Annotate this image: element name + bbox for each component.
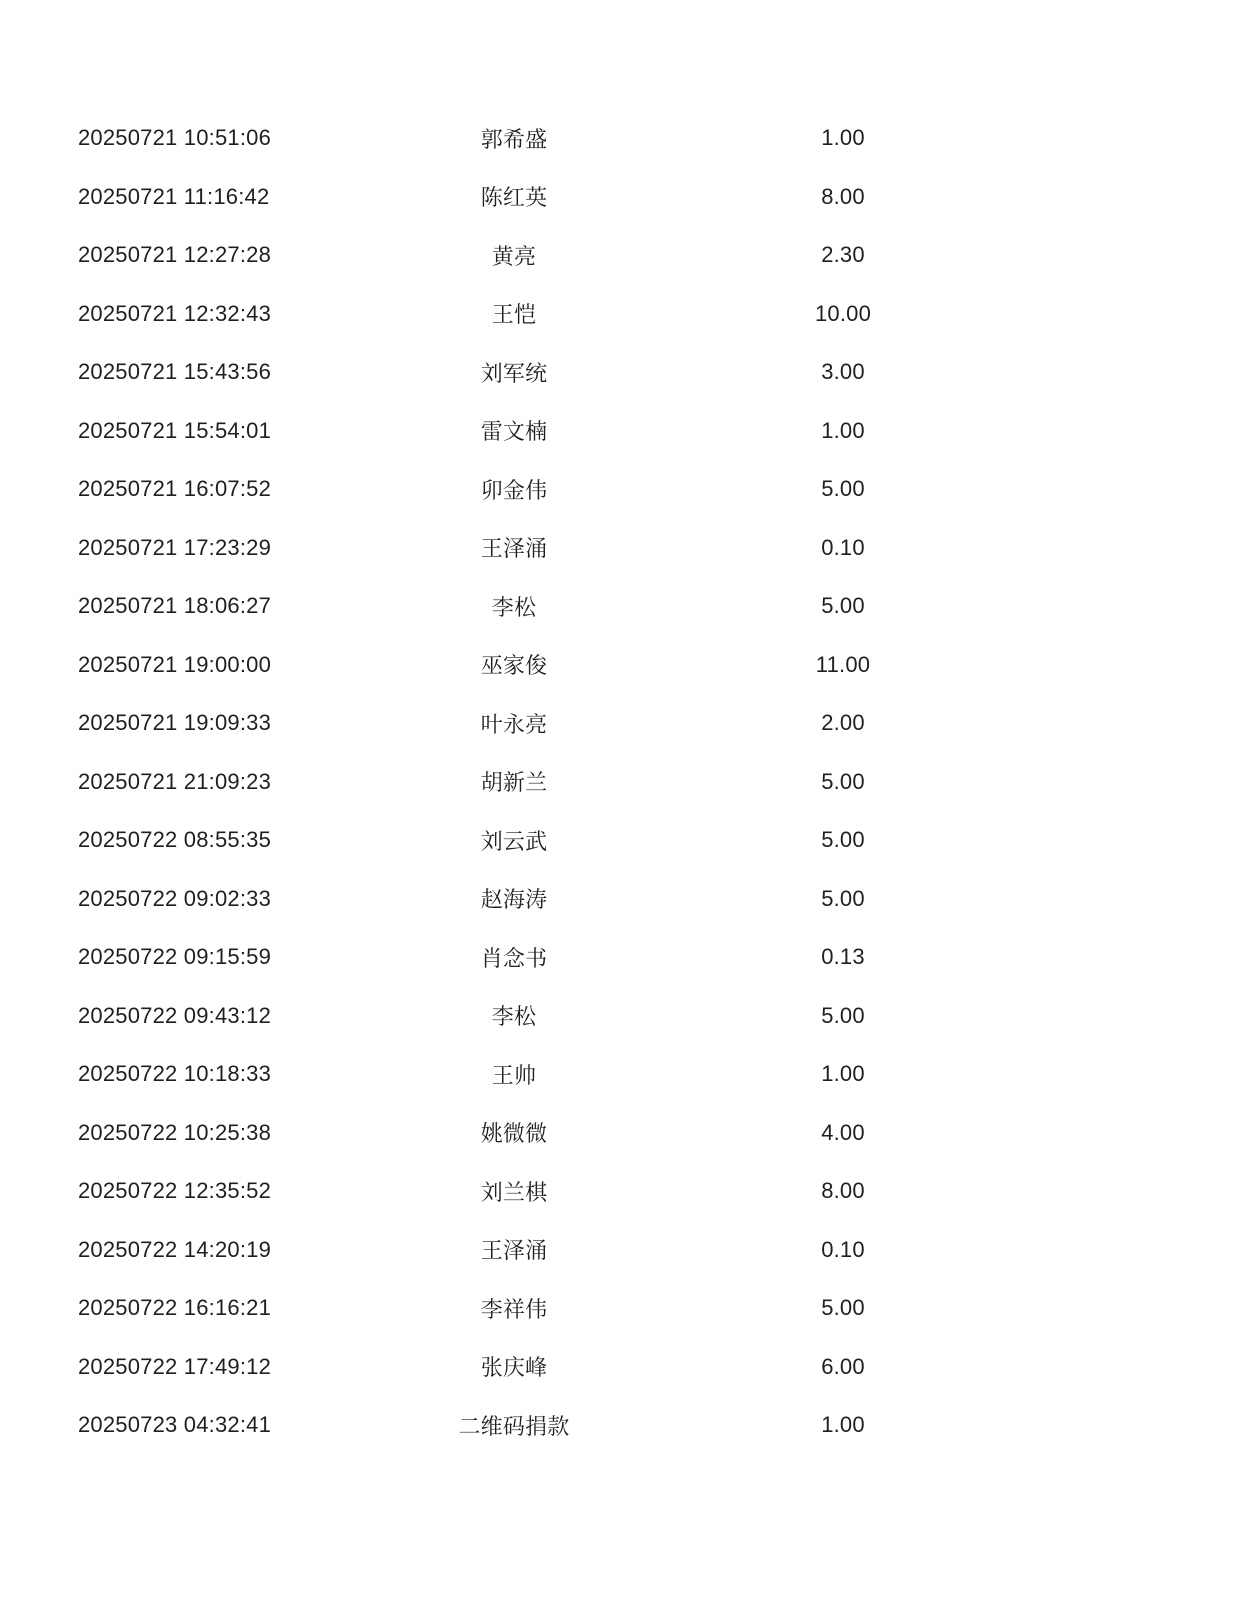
table-row — [0, 636, 1236, 695]
donation-amount: 5.00 — [821, 476, 865, 502]
donation-amount: 6.00 — [821, 1353, 865, 1379]
table-row — [0, 1162, 1236, 1221]
table-row — [0, 168, 1236, 227]
donation-amount: 5.00 — [821, 1295, 865, 1321]
table-row — [0, 285, 1236, 344]
donation-time: 20250722 08:55:35 — [78, 827, 272, 853]
table-row — [0, 402, 1236, 461]
donor-name: 李松 — [491, 594, 537, 620]
donation-amount: 2.30 — [821, 242, 865, 268]
donation-amount: 4.00 — [821, 1119, 865, 1145]
donation-time: 20250721 18:06:27 — [78, 593, 272, 619]
table-row — [0, 753, 1236, 812]
donation-amount: 1.00 — [821, 125, 865, 151]
table-row — [0, 577, 1236, 636]
donation-amount: 5.00 — [821, 885, 865, 911]
donation-amount: 0.10 — [821, 534, 865, 560]
donation-time: 20250721 19:09:33 — [78, 710, 272, 736]
donor-name: 陈红英 — [480, 185, 548, 211]
donation-time: 20250722 12:35:52 — [78, 1178, 272, 1204]
donation-time: 20250721 16:07:52 — [78, 476, 272, 502]
donor-name: 王泽涌 — [480, 536, 548, 562]
table-row — [0, 1338, 1236, 1397]
donor-name: 王恺 — [491, 302, 537, 328]
donation-amount: 0.13 — [821, 944, 865, 970]
table-row — [0, 226, 1236, 285]
table-row — [0, 1045, 1236, 1104]
donation-amount: 10.00 — [814, 300, 872, 326]
table-row — [0, 870, 1236, 929]
donation-time: 20250722 09:02:33 — [78, 885, 272, 911]
donor-name: 巫家俊 — [480, 653, 548, 679]
donor-name: 李松 — [491, 1004, 537, 1030]
donor-name: 张庆峰 — [480, 1355, 548, 1381]
donation-amount: 1.00 — [821, 1061, 865, 1087]
donation-amount: 1.00 — [821, 417, 865, 443]
donor-name: 雷文楠 — [480, 419, 548, 445]
donor-name: 刘军统 — [480, 360, 548, 386]
donation-amount: 5.00 — [821, 827, 865, 853]
donation-amount: 2.00 — [821, 710, 865, 736]
donation-time: 20250721 12:32:43 — [78, 300, 272, 326]
donation-time: 20250722 10:18:33 — [78, 1061, 272, 1087]
donor-name: 黄亮 — [491, 243, 537, 269]
donation-time: 20250721 21:09:23 — [78, 768, 272, 794]
donation-time: 20250722 17:49:12 — [78, 1353, 272, 1379]
table-row — [0, 343, 1236, 402]
donation-time: 20250721 10:51:06 — [78, 125, 272, 151]
donation-time: 20250721 17:23:29 — [78, 534, 272, 560]
donation-time: 20250722 09:15:59 — [78, 944, 272, 970]
donor-name: 叶永亮 — [480, 711, 548, 737]
donor-name: 王帅 — [491, 1062, 537, 1088]
donation-time: 20250723 04:32:41 — [78, 1412, 272, 1438]
donor-name: 肖念书 — [480, 945, 548, 971]
table-row — [0, 1104, 1236, 1163]
table-row — [0, 987, 1236, 1046]
donation-time: 20250721 15:43:56 — [78, 359, 272, 385]
donor-name: 二维码捐款 — [458, 1413, 570, 1439]
donation-time: 20250722 10:25:38 — [78, 1119, 272, 1145]
donation-amount: 8.00 — [821, 1178, 865, 1204]
donation-amount: 5.00 — [821, 593, 865, 619]
donation-amount: 0.10 — [821, 1236, 865, 1262]
donation-time: 20250722 09:43:12 — [78, 1002, 272, 1028]
table-row — [0, 1396, 1236, 1455]
table-row — [0, 1221, 1236, 1280]
donation-time: 20250722 14:20:19 — [78, 1236, 272, 1262]
table-row — [0, 1279, 1236, 1338]
donation-time: 20250721 11:16:42 — [78, 183, 270, 209]
table-row — [0, 811, 1236, 870]
donation-amount: 1.00 — [821, 1412, 865, 1438]
donor-name: 刘兰棋 — [480, 1179, 548, 1205]
donor-name: 胡新兰 — [480, 770, 548, 796]
donation-time: 20250721 19:00:00 — [78, 651, 272, 677]
table-row — [0, 519, 1236, 578]
donation-time: 20250721 12:27:28 — [78, 242, 272, 268]
donor-name: 赵海涛 — [480, 887, 548, 913]
donation-amount: 8.00 — [821, 183, 865, 209]
donation-time: 20250722 16:16:21 — [78, 1295, 272, 1321]
donation-amount: 5.00 — [821, 768, 865, 794]
donor-name: 郭希盛 — [480, 126, 548, 152]
donor-name: 卯金伟 — [480, 477, 548, 503]
donation-amount: 5.00 — [821, 1002, 865, 1028]
table-row — [0, 928, 1236, 987]
donor-name: 王泽涌 — [480, 1238, 548, 1264]
donor-name: 姚微微 — [480, 1121, 548, 1147]
donor-name: 李祥伟 — [480, 1296, 548, 1322]
table-row — [0, 694, 1236, 753]
donation-time: 20250721 15:54:01 — [78, 417, 272, 443]
donor-name: 刘云武 — [480, 828, 548, 854]
donation-amount: 11.00 — [815, 651, 871, 677]
table-row — [0, 460, 1236, 519]
donation-amount: 3.00 — [821, 359, 865, 385]
table-row — [0, 109, 1236, 168]
